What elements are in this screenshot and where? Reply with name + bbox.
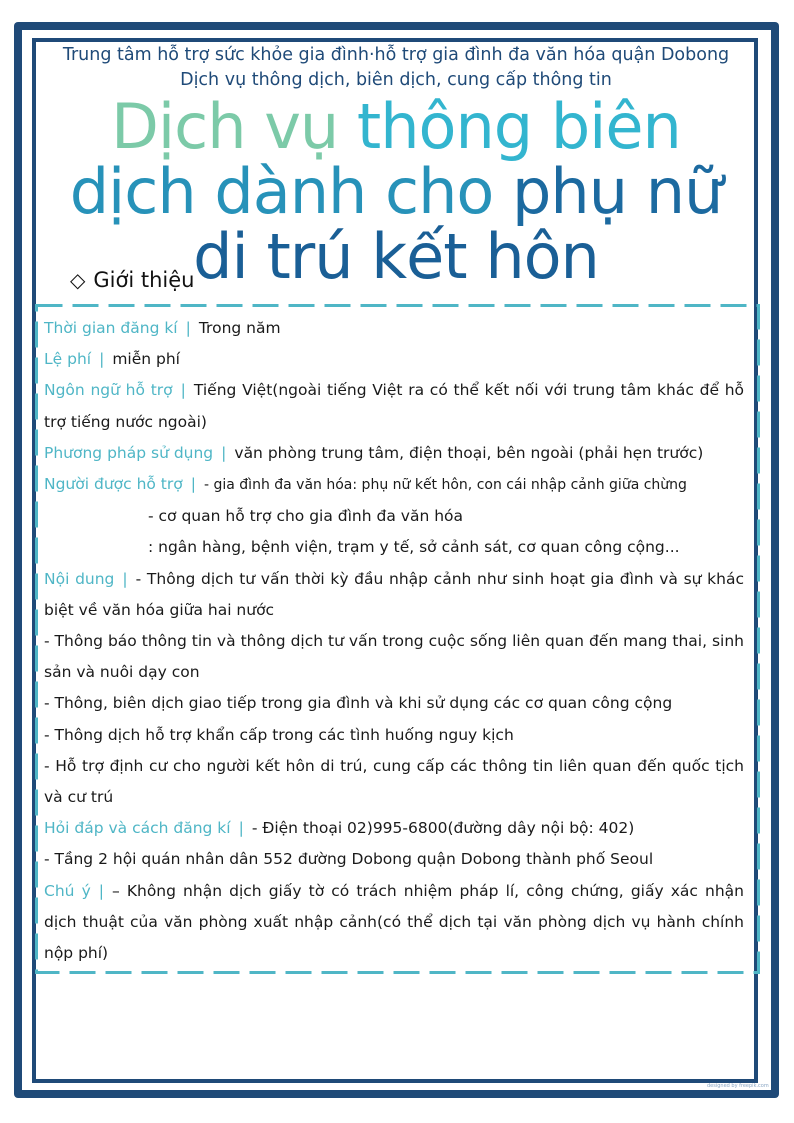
title-line-2 [40, 155, 752, 228]
info-row-target-line: - cơ quan hỗ trợ cho gia đình đa văn hóa [148, 507, 463, 526]
field-value: - Thông dịch tư vấn thời kỳ đầu nhập cảnh như sinh hoạt gia đình và sự khác biệt về văn hóa giữa hai nước [44, 569, 745, 619]
info-row-contact [44, 813, 744, 844]
field-value: - Điện thoại 02)995-6800(đường dây nội bộ: 402) [251, 819, 635, 838]
field-label: Lệ phí [44, 350, 92, 369]
title-segment: Dịch vụ [111, 90, 357, 163]
separator: | [98, 881, 104, 900]
separator: | [122, 569, 128, 588]
info-row-method [44, 438, 744, 469]
organization-name: Trung tâm hỗ trợ sức khỏe gia đình·hỗ trợ gia đình đa văn hóa quận Dobong [62, 45, 730, 65]
title-line-3: di trú kết hôn [193, 220, 599, 293]
info-row-registration-time [44, 313, 744, 344]
field-label: Hỏi đáp và cách đăng kí [44, 819, 231, 838]
separator: | [190, 475, 196, 494]
title-line-1 [40, 90, 752, 163]
content-item: - Thông, biên dịch giao tiếp trong gia đình và khi sử dụng các cơ quan công cộng [44, 694, 673, 713]
field-value: miễn phí [112, 350, 180, 369]
field-value: – Không nhận dịch giấy tờ có trách nhiệm pháp lí, công chứng, giấy xác nhận dịch thuật của văn phòng xuất nhập cảnh(có thể dịch tại văn phòng dịch vụ hành chính nộp phí) [44, 881, 744, 963]
diamond-icon: ◇ [70, 268, 86, 292]
separator: | [180, 381, 186, 400]
contact-address: - Tầng 2 hội quán nhân dân 552 đường Dobong quận Dobong thành phố Seoul [44, 850, 654, 869]
field-value: - gia đình đa văn hóa: phụ nữ kết hôn, con cái nhập cảnh giữa chừng [203, 477, 687, 494]
content-item: - Thông báo thông tin và thông dịch tư vấn trong cuộc sống liên quan đến mang thai, sinh sản và nuôi dạy con [44, 632, 744, 682]
info-row-note [44, 876, 744, 970]
info-row-language [44, 375, 744, 437]
field-value: Trong năm [198, 319, 281, 337]
info-row-target-line: : ngân hàng, bệnh viện, trạm y tế, sở cảnh sát, cơ quan công cộng... [148, 538, 680, 557]
field-label: Thời gian đăng kí [44, 319, 178, 337]
field-value: văn phòng trung tâm, điện thoại, bên ngoài (phải hẹn trước) [234, 443, 704, 462]
field-label: Chú ý [44, 881, 91, 900]
field-label: Người được hỗ trợ [44, 475, 183, 494]
separator: | [99, 350, 105, 369]
content-item: - Hỗ trợ định cư cho người kết hôn di trú, cung cấp các thông tin liên quan đến quốc tịch và cư trú [44, 756, 744, 807]
separator: | [185, 319, 191, 337]
title-segment: dịch dành cho [69, 155, 513, 228]
info-content [44, 313, 744, 969]
info-row-content [44, 564, 744, 626]
design-credit: designed by freepik.com [707, 1083, 769, 1089]
intro-label: Giới thiệu [93, 268, 195, 292]
info-row-target [44, 469, 744, 501]
field-label: Ngôn ngữ hỗ trợ [44, 381, 173, 400]
field-label: Nội dung [44, 569, 115, 588]
separator: | [221, 443, 227, 462]
title-segment: thông biên [356, 90, 681, 163]
separator: | [238, 819, 244, 838]
info-row-fee [44, 344, 744, 375]
field-value: Tiếng Việt(ngoài tiếng Việt ra có thể kết nối với trung tâm khác để hỗ trợ tiếng nước ngoài) [44, 381, 745, 431]
title-segment: phụ nữ [512, 155, 723, 228]
field-label: Phương pháp sử dụng [44, 443, 214, 462]
service-subtitle: Dịch vụ thông dịch, biên dịch, cung cấp thông tin [180, 70, 612, 90]
content-item: - Thông dịch hỗ trợ khẩn cấp trong các tình huống nguy kịch [44, 725, 514, 744]
intro-heading [70, 268, 194, 292]
